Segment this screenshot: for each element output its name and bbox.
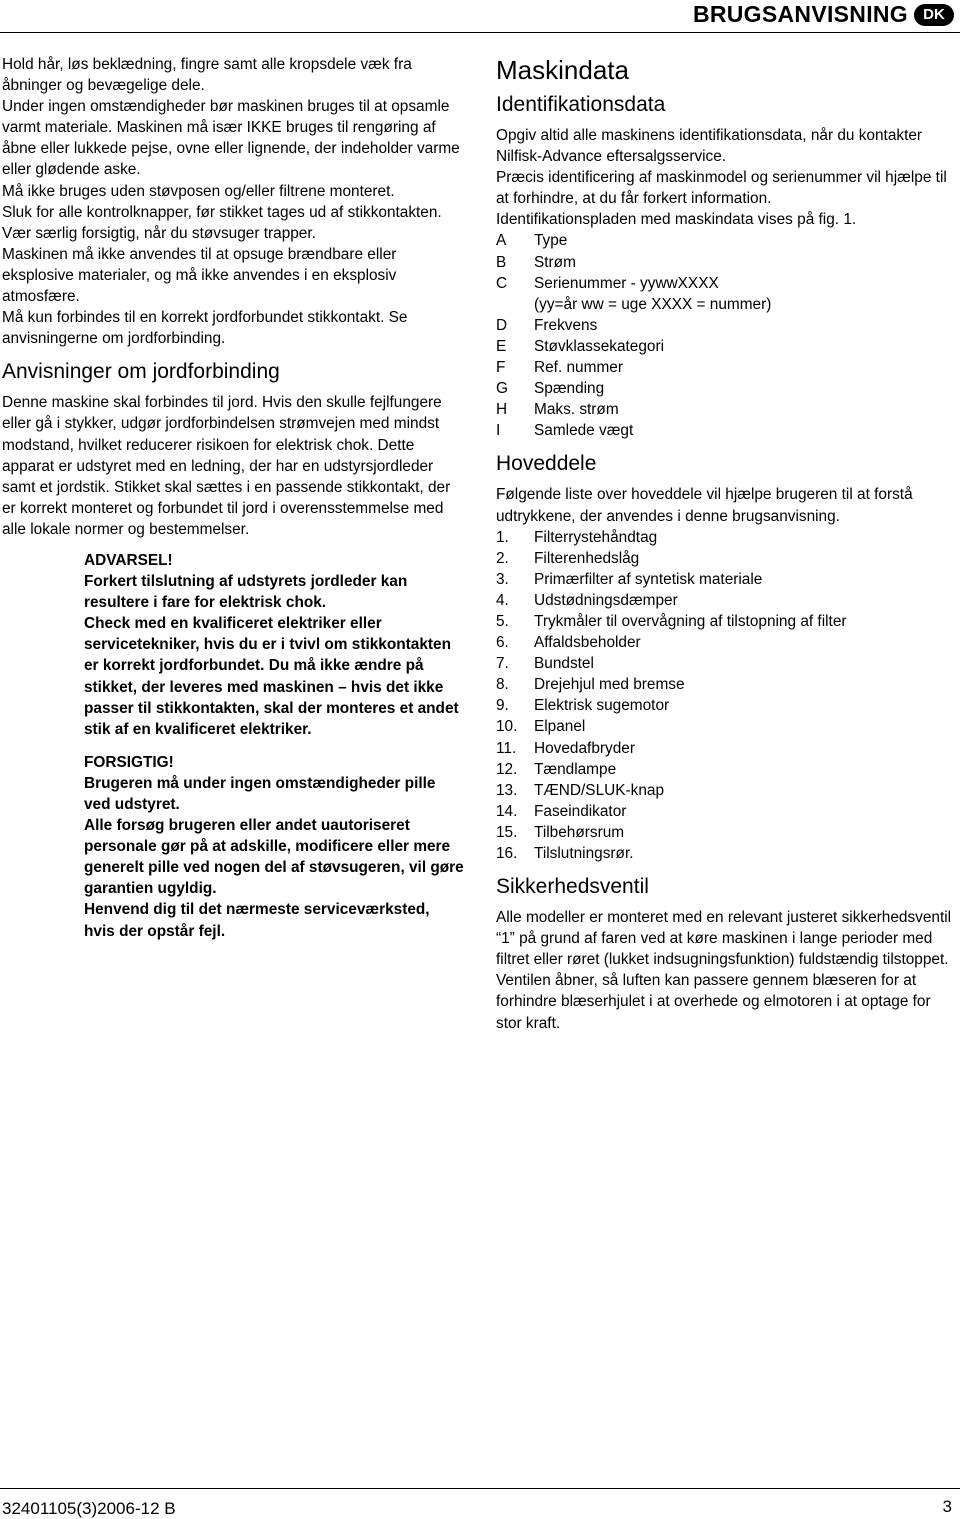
page-footer	[0, 1488, 960, 1518]
intro-paragraph: Under ingen omstændigheder bør maskinen bruges til at opsamle varmt materiale. Maskinen må især IKKE bruges til rengøring af åbne eller lukkede pejse, ovne eller lignende, der indeholder varme eller glødende aske.	[2, 98, 460, 179]
list-item: 14. Faseindikator	[496, 802, 627, 820]
list-item: 1. Filterrystehåndtag	[496, 528, 658, 546]
safety-valve-text: Alle modeller er monteret med en relevant justeret sikkerhedsventil “1” på grund af faren ved at køre maskinen i lange perioder med filtret eller røret (lukket indsugningsfunktion) fuldstændig tilstoppet.	[496, 909, 952, 969]
machine-data-heading: Maskindata	[496, 55, 629, 85]
grounding-text: Denne maskine skal forbindes til jord. Hvis den skulle fejlfungere eller gå i stykker, udgør jordforbindelsen strømvejen med mindst modstand, hvilket reducerer risikoen for elektrisk chok. Dette apparat er udstyret med en ledning, der har en udstyrsjordleder samt et jordstik. Stikket skal sættes i en passende stikkontakt, der er korrekt monteret og forbundet til jord i overensstemmelse med alle lokale normer og bestemmelser.	[2, 394, 451, 538]
list-item: 3. Primærfilter af syntetisk materiale	[496, 570, 763, 588]
intro-paragraph: Må ikke bruges uden støvposen og/eller filtrene monteret.	[2, 182, 395, 200]
intro-paragraph: Må kun forbindes til en korrekt jordforbundet stikkontakt. Se anvisningerne om jordforbinding.	[2, 309, 408, 348]
right-column	[496, 54, 956, 1034]
list-item: E Støvklassekategori	[496, 337, 665, 355]
list-item: 2. Filterenhedslåg	[496, 549, 640, 567]
list-item: 6. Affaldsbeholder	[496, 634, 641, 652]
list-item: C Serienummer - yywwXXXX	[496, 274, 719, 292]
list-item: 5. Trykmåler til overvågning af tilstopning af filter	[496, 612, 847, 630]
caution-text: Brugeren må under ingen omstændigheder pille ved udstyret.	[84, 774, 436, 813]
identification-heading: Identifikationsdata	[496, 93, 666, 116]
warning-text: Check med en kvalificeret elektriker eller servicetekniker, hvis du er i tvivl om stikkontakten er korrekt jordforbundet. Du må ikke ændre på stikket, der leveres med maskinen – hvis det ikke passer til stikkontakten, skal der monteres et andet stik af en kvalificeret elektriker.	[84, 615, 459, 738]
identification-list	[496, 230, 956, 441]
page-header	[0, 0, 960, 33]
warning-text: Forkert tilslutning af udstyrets jordleder kan resultere i fare for elektrisk chok.	[84, 573, 408, 612]
identification-text: Opgiv altid alle maskinens identifikationsdata, når du kontakter Nilfisk-Advance eftersalgsservice.	[496, 127, 923, 166]
list-item: A Type	[496, 232, 568, 250]
safety-valve-text: Ventilen åbner, så luften kan passere gennem blæseren for at forhindre blæserhjulet i at overhede og elmotoren i at optage for stor kraft.	[496, 972, 931, 1032]
intro-paragraph: Hold hår, løs beklædning, fingre samt alle kropsdele væk fra åbninger og bevægelige dele.	[2, 56, 412, 95]
list-item: 13. TÆND/SLUK-knap	[496, 781, 665, 799]
language-badge: DK	[914, 4, 954, 26]
list-item: F Ref. nummer	[496, 359, 623, 377]
caution-text: Henvend dig til det nærmeste serviceværksted, hvis der opstår fejl.	[84, 901, 430, 940]
list-item: G Spænding	[496, 380, 605, 398]
list-item: 12. Tændlampe	[496, 760, 617, 778]
left-column	[2, 54, 464, 942]
warning-block	[84, 550, 464, 942]
main-parts-heading: Hoveddele	[496, 452, 597, 476]
list-item: 16. Tilslutningsrør.	[496, 845, 634, 862]
list-item: 11. Hovedafbryder	[496, 739, 635, 757]
list-item: 10. Elpanel	[496, 718, 586, 736]
list-item: I Samlede vægt	[496, 422, 634, 440]
intro-paragraph: Sluk for alle kontrolknapper, før stikket tages ud af stikkontakten.	[2, 203, 442, 221]
serial-note: (yy=år ww = uge XXXX = nummer)	[534, 295, 772, 313]
main-parts-list	[496, 527, 956, 865]
list-item: B Strøm	[496, 253, 576, 271]
identification-text: Identifikationspladen med maskindata vises på fig. 1.	[496, 211, 857, 229]
list-item: 9. Elektrisk sugemotor	[496, 697, 670, 715]
intro-paragraph: Maskinen må ikke anvendes til at opsuge brændbare eller eksplosive materialer, og må ikke anvendes i en eksplosiv atmosfære.	[2, 245, 397, 306]
header-title: BRUGSANVISNING	[692, 1, 908, 27]
caution-text: Alle forsøg brugeren eller andet uautoriseret personale gør på at adskille, modificere eller mere generelt pille ved nogen del af støvsugeren, vil gøre garantien ugyldig.	[84, 817, 464, 898]
list-item: H Maks. strøm	[496, 401, 619, 419]
list-item: D Frekvens	[496, 316, 598, 334]
identification-text: Præcis identificering af maskinmodel og serienummer vil hjælpe til at forhindre, at du får forkert information.	[496, 169, 947, 208]
warning-label: ADVARSEL!	[84, 551, 173, 569]
safety-valve-heading: Sikkerhedsventil	[496, 875, 649, 899]
list-item: 8. Drejehjul med bremse	[496, 676, 685, 694]
page-number: 3	[942, 1497, 952, 1516]
grounding-heading: Anvisninger om jordforbinding	[2, 360, 280, 384]
list-item: 4. Udstødningsdæmper	[496, 591, 678, 609]
document-number: 32401105(3)2006-12 B	[2, 1499, 176, 1518]
intro-paragraph: Vær særlig forsigtig, når du støvsuger trapper.	[2, 224, 316, 242]
list-item: 7. Bundstel	[496, 655, 594, 673]
list-item: 15. Tilbehørsrum	[496, 823, 625, 841]
caution-label: FORSIGTIG!	[84, 753, 174, 771]
main-parts-text: Følgende liste over hoveddele vil hjælpe brugeren til at forstå udtrykkene, der anvendes i denne brugsanvisning.	[496, 486, 913, 525]
